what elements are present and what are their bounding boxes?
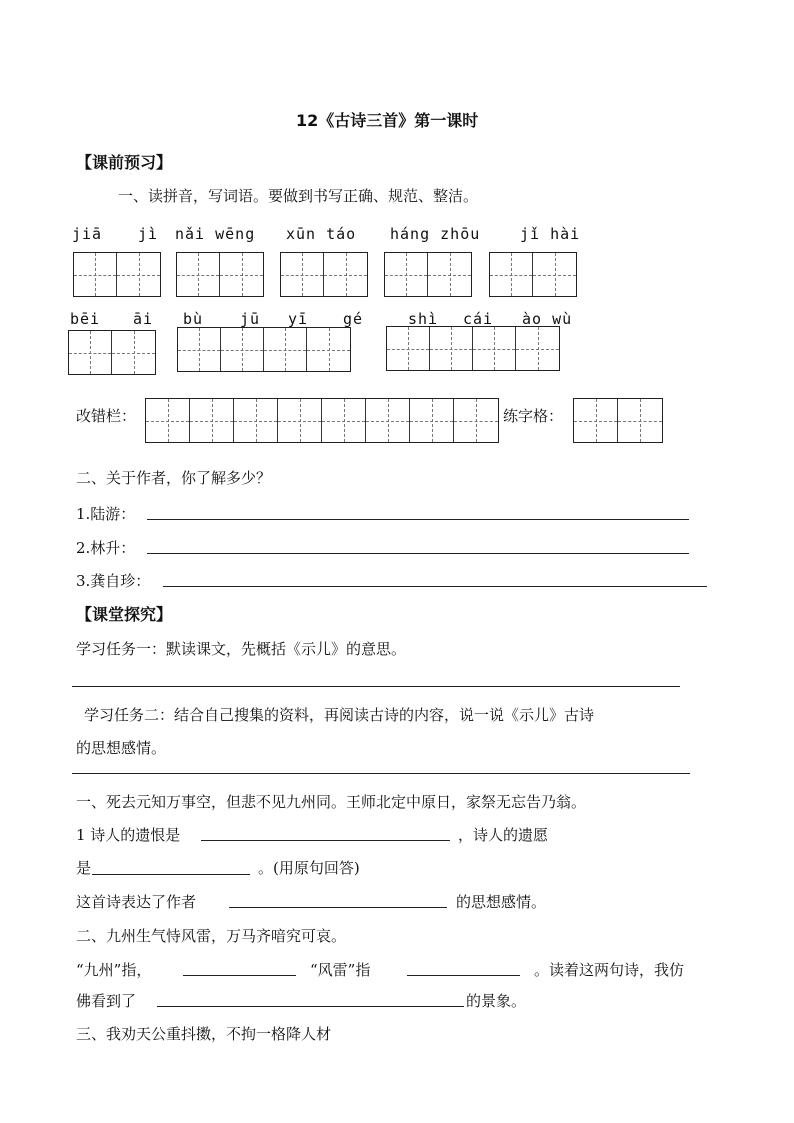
task-2-instruction: 二、关于作者，你了解多少？ [76,469,272,487]
answer-line-lin-sheng[interactable] [147,553,689,554]
pinyin-cai: cái [463,310,494,328]
writing-grid-bujuyige[interactable] [177,327,351,372]
pinyin-yi: yī [288,310,309,328]
pinyin-bu: bù [183,310,204,328]
study-task-2-line1: 学习任务二：结合自己搜集的资料，再阅读古诗的内容，说一说《示儿》古诗 [84,706,595,724]
question-2-prefix: 这首诗表达了作者 [76,893,197,911]
question-1-shi: 是 [76,859,92,877]
pinyin-shi: shì [408,310,439,328]
poem-1-text: 一、死去元知万事空，但悲不见九州同。王师北定中原日，家祭无忘告乃翁。 [76,793,587,811]
page-title: 12《古诗三首》第一课时 [296,111,479,130]
question-2-suffix: 的思想感情。 [456,893,547,911]
study-task-2-line2: 的思想感情。 [76,739,167,757]
practice-label: 练字格： [503,407,564,425]
answer-line-wish[interactable] [92,874,250,875]
pinyin-xun-tao: xūn táo [286,225,357,243]
answer-line-feelings[interactable] [229,907,447,908]
section-heading-preview: 【课前预习】 [76,153,173,172]
section-heading-classroom: 【课堂探究】 [76,605,173,624]
question-3-seen: 佛看到了 [76,992,137,1010]
practice-grid[interactable] [573,398,663,443]
task-1-instruction: 一、读拼音，写词语。要做到书写正确、规范、整洁。 [118,187,479,205]
answer-line-jiuzhou[interactable] [183,975,296,976]
writing-grid-hangzhou[interactable] [384,252,472,297]
pinyin-ju: jū [240,310,261,328]
author-lu-you-label: 1.陆游： [76,505,136,523]
pinyin-hang-zhou: háng zhōu [390,225,481,243]
answer-line-fenglei[interactable] [407,975,520,976]
pinyin-ji: jì [138,225,159,243]
poem-2-text: 二、九州生气恃风雷，万马齐喑究可哀。 [76,927,347,945]
correction-grid[interactable] [145,398,499,443]
writing-grid-xuntao[interactable] [280,252,368,297]
answer-line-lu-you[interactable] [147,519,689,520]
pinyin-nai-weng: nǎi wēng [175,225,256,243]
answer-line-gong-zizhen[interactable] [163,586,707,587]
author-gong-zizhen-label: 3.龚自珍： [76,572,151,590]
writing-grid-jiaji[interactable] [73,252,161,297]
question-3-reading: 。读着这两句诗，我仿 [534,961,685,979]
question-3-jiuzhou: “九州”指， [76,961,152,979]
question-1-prefix: 1 诗人的遗恨是 [76,826,181,844]
answer-line-scene[interactable] [157,1006,464,1007]
pinyin-jia: jiā [72,225,103,243]
correction-label: 改错栏： [76,407,137,425]
question-1-middle: ，诗人的遗愿 [458,826,549,844]
question-1-suffix: 。(用原句回答) [258,859,360,877]
pinyin-ai: āi [133,310,154,328]
answer-line-study-2[interactable] [72,773,690,774]
pinyin-ge: gé [343,310,364,328]
author-lin-sheng-label: 2.林升： [76,539,136,557]
question-3-suffix: 的景象。 [466,992,527,1010]
study-task-1: 学习任务一：默读课文，先概括《示儿》的意思。 [76,640,407,658]
answer-line-study-1[interactable] [72,686,680,687]
pinyin-bei: bēi [70,310,101,328]
question-3-fenglei: “风雷”指 [310,961,371,979]
pinyin-ji-hai: jǐ hài [520,225,581,243]
pinyin-ao-wu: ào wù [522,310,573,328]
writing-grid-shicaiaowu[interactable] [386,326,560,371]
writing-grid-jihai[interactable] [489,252,577,297]
writing-grid-beiai[interactable] [68,330,156,375]
writing-grid-naiweng[interactable] [176,252,264,297]
poem-3-text: 三、我劝天公重抖擞，不拘一格降人材 [76,1025,332,1043]
answer-line-regret[interactable] [201,840,450,841]
